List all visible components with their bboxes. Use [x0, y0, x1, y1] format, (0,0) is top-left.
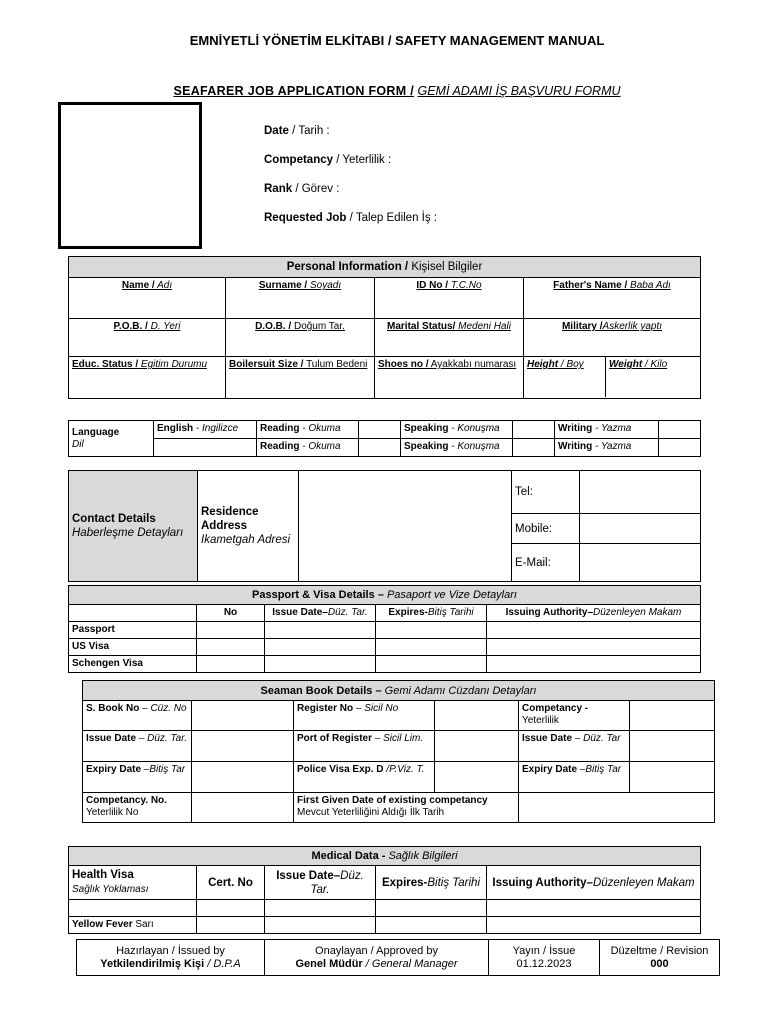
- reading-value-1[interactable]: [359, 421, 401, 439]
- requested-job-label-tr: / Talep Edilen İş :: [346, 212, 437, 224]
- issued-by-cell: Hazırlayan / İssued by Yetkilendirilmiş Kişi / D.P.A: [77, 940, 265, 976]
- rank-label-tr: / Görev :: [292, 183, 340, 195]
- passport-header: Passport & Visa Details – Pasaport ve Vize Detayları: [69, 586, 701, 605]
- seaman-expiry2-input[interactable]: [630, 762, 715, 793]
- mobile-label: Mobile:: [512, 514, 580, 544]
- date-label-tr: / Tarih :: [288, 125, 330, 137]
- other-language-cell[interactable]: [154, 439, 257, 457]
- writing-value-2[interactable]: [659, 439, 701, 457]
- register-input[interactable]: [435, 701, 519, 731]
- tel-label: Tel:: [512, 471, 580, 514]
- us-visa-no-input[interactable]: [197, 639, 265, 656]
- passport-issue-input[interactable]: [265, 622, 376, 639]
- email-input[interactable]: [580, 544, 701, 582]
- name-cell[interactable]: Name / Adı: [69, 278, 226, 319]
- weight-cell[interactable]: Weight / Kilo: [609, 359, 668, 370]
- mobile-input[interactable]: [580, 514, 701, 544]
- us-visa-issue-input[interactable]: [265, 639, 376, 656]
- reading-value-2[interactable]: [359, 439, 401, 457]
- date-field[interactable]: [264, 125, 330, 137]
- competancy-no-label: Competancy. No. Yeterlilik No: [83, 793, 192, 823]
- schengen-expires-input[interactable]: [376, 656, 487, 673]
- passport-col-expires: Expires-Bitiş Tarihi: [376, 605, 487, 622]
- issue-date-cell: Yayın / İssue 01.12.2023: [489, 940, 600, 976]
- passport-row-label: Passport: [69, 622, 197, 639]
- photo-box[interactable]: [58, 102, 202, 249]
- seaman-book-table: [82, 680, 715, 823]
- english-cell: English - Ingilizce: [154, 421, 257, 439]
- passport-authority-input[interactable]: [487, 622, 701, 639]
- first-given-date-label: First Given Date of existing competancy Mevcut Yeterliliğini Aldığı İlk Tarih: [294, 793, 519, 823]
- revision-cell: Düzeltme / Revision 000: [600, 940, 720, 976]
- seaman-issue-input[interactable]: [192, 731, 294, 762]
- competancy-label: Competancy: [264, 154, 334, 166]
- writing-value-1[interactable]: [659, 421, 701, 439]
- email-label: E-Mail:: [512, 544, 580, 582]
- passport-col-authority: Issuing Authority–Düzenleyen Makam: [487, 605, 701, 622]
- health-visa-row-blank: [69, 900, 197, 917]
- us-visa-authority-input[interactable]: [487, 639, 701, 656]
- surname-cell[interactable]: Surname / Soyadı: [226, 278, 375, 319]
- seaman-expiry-input[interactable]: [192, 762, 294, 793]
- police-visa-input[interactable]: [435, 762, 519, 793]
- speaking-value-2[interactable]: [513, 439, 555, 457]
- passport-no-input[interactable]: [197, 622, 265, 639]
- footer-table: [76, 939, 720, 976]
- form-title-en: SEAFARER JOB APPLICATION FORM /: [173, 84, 415, 98]
- residence-label-cell: Residence Address Ikametgah Adresi: [198, 471, 299, 582]
- port-register-label: Port of Register – Sicil Lim.: [294, 731, 435, 762]
- seaman-expiry-label: Expiry Date –Bitiş Tar: [83, 762, 192, 793]
- seaman-competancy-input[interactable]: [630, 701, 715, 731]
- contact-table: [68, 470, 701, 582]
- medical-header: Medical Data - Sağlık Bilgileri: [69, 847, 701, 866]
- health-authority-input[interactable]: [487, 900, 701, 917]
- form-title-tr: GEMİ ADAMI İŞ BAŞVURU FORMU: [417, 84, 621, 98]
- health-expires-input[interactable]: [376, 900, 487, 917]
- us-visa-row-label: US Visa: [69, 639, 197, 656]
- tel-input[interactable]: [580, 471, 701, 514]
- schengen-no-input[interactable]: [197, 656, 265, 673]
- pob-cell[interactable]: P.O.B. / D. Yeri: [69, 319, 226, 357]
- manual-title: EMNİYETLİ YÖNETİM ELKİTABI / SAFETY MANAGEMENT MANUAL: [189, 33, 605, 48]
- schengen-issue-input[interactable]: [265, 656, 376, 673]
- form-title: [0, 84, 768, 98]
- register-label: Register No – Sicil No: [294, 701, 435, 731]
- yellow-authority-input[interactable]: [487, 917, 701, 934]
- requested-job-field[interactable]: [264, 212, 437, 224]
- id-no-cell[interactable]: ID No / T.C.No: [375, 278, 524, 319]
- speaking-value-1[interactable]: [513, 421, 555, 439]
- yellow-issue-input[interactable]: [265, 917, 376, 934]
- language-label-cell: Language Dil: [69, 421, 154, 457]
- passport-table: [68, 585, 701, 673]
- speaking-label-1: Speaking - Konuşma: [401, 421, 513, 439]
- medical-expires-label: Expires-Bitiş Tarihi: [376, 866, 487, 900]
- medical-table: [68, 846, 701, 934]
- personal-info-header: Personal Information / Kişisel Bilgiler: [69, 257, 701, 278]
- passport-expires-input[interactable]: [376, 622, 487, 639]
- requested-job-label: Requested Job: [264, 212, 347, 224]
- yellow-cert-input[interactable]: [197, 917, 265, 934]
- reading-label-1: Reading - Okuma: [257, 421, 359, 439]
- us-visa-expires-input[interactable]: [376, 639, 487, 656]
- marital-status-cell[interactable]: Marital Status/ Medeni Hali: [375, 319, 524, 357]
- passport-col-no: No: [197, 605, 265, 622]
- port-register-input[interactable]: [435, 731, 519, 762]
- competancy-label-cell: Competancy - Yeterlilik: [519, 701, 630, 731]
- sbook-label: S. Book No – Cüz. No: [83, 701, 192, 731]
- reading-label-2: Reading - Okuma: [257, 439, 359, 457]
- height-cell[interactable]: Height / Boy: [524, 357, 606, 397]
- schengen-visa-row-label: Schengen Visa: [69, 656, 197, 673]
- seaman-expiry2-label: Expiry Date –Bitiş Tar: [519, 762, 630, 793]
- date-label: Date: [264, 125, 289, 137]
- fathers-name-cell[interactable]: Father's Name / Baba Adı: [524, 278, 701, 319]
- yellow-fever-label: Yellow Fever Sarı: [69, 917, 197, 934]
- passport-col-blank: [69, 605, 197, 622]
- health-visa-label: Health Visa Sağlık Yoklaması: [69, 866, 197, 900]
- medical-authority-label: Issuing Authority–Düzenleyen Makam: [487, 866, 701, 900]
- dob-cell[interactable]: D.O.B. / Doğum Tar.: [226, 319, 375, 357]
- sbook-input[interactable]: [192, 701, 294, 731]
- approved-by-cell: Onaylayan / Approved by Genel Müdür / General Manager: [265, 940, 489, 976]
- first-given-date-input[interactable]: [519, 793, 715, 823]
- seaman-issue2-input[interactable]: [630, 731, 715, 762]
- schengen-authority-input[interactable]: [487, 656, 701, 673]
- shoes-cell[interactable]: Shoes no / Ayakkabı numarası: [375, 357, 524, 399]
- education-cell[interactable]: Educ. Status / Egitim Durumu: [69, 357, 226, 399]
- seaman-issue2-label: Issue Date – Düz. Tar: [519, 731, 630, 762]
- seaman-issue-label: Issue Date – Düz. Tar.: [83, 731, 192, 762]
- personal-info-table: [68, 256, 701, 399]
- residence-address-input[interactable]: [299, 471, 512, 582]
- boilersuit-cell[interactable]: Boilersuit Size / Tulum Bedeni: [226, 357, 375, 399]
- medical-issue-label: Issue Date–Düz. Tar.: [265, 866, 376, 900]
- speaking-label-2: Speaking - Konuşma: [401, 439, 513, 457]
- rank-label: Rank: [264, 183, 293, 195]
- military-cell[interactable]: Military /Askerlik yaptı: [524, 319, 701, 357]
- writing-label-1: Writing - Yazma: [555, 421, 659, 439]
- height-weight-cell: [524, 357, 701, 399]
- health-issue-input[interactable]: [265, 900, 376, 917]
- language-table: [68, 420, 701, 457]
- competancy-label-tr: / Yeterlilik :: [333, 154, 392, 166]
- rank-field[interactable]: [264, 183, 339, 195]
- competancy-no-input[interactable]: [192, 793, 294, 823]
- seaman-book-header: Seaman Book Details – Gemi Adamı Cüzdanı Detayları: [83, 681, 715, 701]
- health-cert-input[interactable]: [197, 900, 265, 917]
- contact-label-cell: Contact Details Haberleşme Detayları: [69, 471, 198, 582]
- cert-no-label: Cert. No: [197, 866, 265, 900]
- writing-label-2: Writing - Yazma: [555, 439, 659, 457]
- police-visa-label: Police Visa Exp. D /P.Viz. T.: [294, 762, 435, 793]
- yellow-expires-input[interactable]: [376, 917, 487, 934]
- passport-col-issue: Issue Date–Düz. Tar.: [265, 605, 376, 622]
- competancy-field[interactable]: [264, 154, 391, 166]
